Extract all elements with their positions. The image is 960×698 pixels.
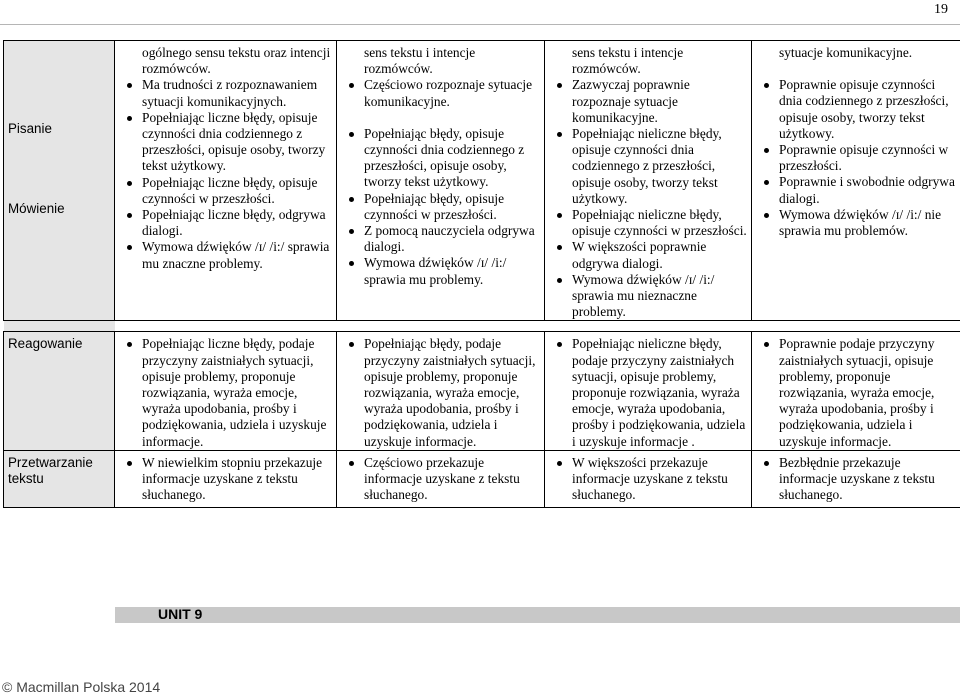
reagowanie-level-4: Poprawnie podaje przyczyny zaistniałych sytuacji, opisuje problemy, proponuje rozwiązania, wyraża emocje, wyraża upodobania, prośby i podziękowania, udziela i uzyskuje informacje. — [756, 336, 956, 449]
head-reagowanie: Reagowanie — [4, 332, 115, 450]
row-speaking-writing — [4, 41, 960, 321]
list-item: Popełniając liczne błędy, opisuje czynności w przeszłości. — [119, 175, 332, 207]
unit-bar — [115, 607, 960, 623]
list-item: Z pomocą nauczyciela odgrywa dialogi. — [341, 223, 540, 255]
list-item: Popełniając nieliczne błędy, opisuje czynności w przeszłości. — [549, 207, 747, 239]
list-item: Popełniając nieliczne błędy, opisuje czynności dnia codziennego z przeszłości, opisuje osoby, tworzy tekst użytkowy. — [549, 126, 747, 207]
continued-text: sens tekstu i intencje rozmówców. — [572, 45, 684, 77]
row-reagowanie — [4, 332, 960, 450]
list-item: Wymowa dźwięków /ɪ/ /i:/ nie sprawia mu problemów. — [756, 207, 956, 239]
przetwarzanie-level-2: Częściowo przekazuje informacje uzyskane z tekstu słuchanego. — [341, 455, 540, 504]
head-mowienie: Mówienie — [8, 201, 65, 217]
row-heads — [4, 41, 115, 321]
continued-text: sens tekstu i intencje rozmówców. — [364, 45, 476, 77]
list-item: Popełniając błędy, opisuje czynności w przeszłości. — [341, 191, 540, 223]
header-rule — [0, 24, 960, 25]
list-item: Wymowa dźwięków /ɪ/ /i:/ sprawia mu nieznaczne problemy. — [549, 272, 747, 321]
list-item: Popełniając błędy, opisuje czynności dnia codziennego z przeszłości, opisuje osoby, tworzy tekst użytkowy. — [341, 126, 540, 191]
list-item: Poprawnie i swobodnie odgrywa dialogi. — [756, 174, 956, 206]
list-item: Zazwyczaj poprawnie rozpoznaje sytuacje komunikacyjne. — [549, 77, 747, 126]
continued-text: ogólnego sensu tekstu oraz intencji rozmówców. — [142, 45, 331, 77]
przetwarzanie-level-1: W niewielkim stopniu przekazuje informacje uzyskane z tekstu słuchanego. — [119, 455, 332, 504]
copyright-footer: © Macmillan Polska 2014 — [2, 679, 161, 695]
reagowanie-level-3: Popełniając nieliczne błędy, podaje przyczyny zaistniałych sytuacji, opisuje problemy, proponuje rozwiązania, wyraża emocje, wyraża upodobania, prośby i podziękowania, udziela i uzyskuje informacje . — [549, 336, 747, 449]
reagowanie-level-1: Popełniając liczne błędy, podaje przyczyny zaistniałych sytuacji, opisuje problemy, proponuje rozwiązania, wyraża emocje, wyraża upodobania, prośby i podziękowania, udziela i uzyskuje informacje. — [119, 336, 332, 449]
cell-level-2 — [337, 41, 545, 321]
list-item: Poprawnie opisuje czynności dnia codziennego z przeszłości, opisuje osoby, tworzy tekst użytkowy. — [756, 77, 956, 142]
list-item: Poprawnie opisuje czynności w przeszłości. — [756, 142, 956, 174]
head-pisanie: Pisanie — [8, 121, 52, 136]
przetwarzanie-level-4: Bezbłędnie przekazuje informacje uzyskane z tekstu słuchanego. — [756, 455, 956, 504]
list-item: Popełniając liczne błędy, opisuje czynności dnia codziennego z przeszłości, opisuje osoby, tworzy tekst użytkowy. — [119, 110, 332, 175]
cell-level-4 — [752, 41, 960, 321]
page-number: 19 — [934, 2, 948, 17]
przetwarzanie-level-3: W większości przekazuje informacje uzyskane z tekstu słuchanego. — [549, 455, 747, 504]
cell-level-1 — [115, 41, 337, 321]
list-item: Częściowo rozpoznaje sytuacje komunikacyjne. — [341, 77, 540, 109]
list-item: W większości poprawnie odgrywa dialogi. — [549, 239, 747, 271]
list-item: Wymowa dźwięków /ɪ/ /i:/ sprawia mu znaczne problemy. — [119, 239, 332, 271]
reagowanie-level-2: Popełniając błędy, podaje przyczyny zaistniałych sytuacji, opisuje problemy, proponuje rozwiązania, wyraża emocje, wyraża upodobania, prośby i podziękowania, udziela i uzyskuje informacje. — [341, 336, 540, 449]
continued-text: sytuacje komunikacyjne. — [779, 45, 913, 60]
assessment-table — [3, 40, 960, 508]
cell-level-3 — [545, 41, 752, 321]
head-przetwarzanie: Przetwarzanie tekstu — [4, 450, 115, 508]
list-item: Ma trudności z rozpoznawaniem sytuacji komunikacyjnych. — [119, 77, 332, 109]
list-item: Wymowa dźwięków /ɪ/ /i:/ sprawia mu problemy. — [341, 255, 540, 287]
unit-label: UNIT 9 — [158, 606, 203, 622]
row-spacer — [4, 321, 960, 332]
list-item: Popełniając liczne błędy, odgrywa dialogi. — [119, 207, 332, 239]
row-przetwarzanie — [4, 450, 960, 508]
